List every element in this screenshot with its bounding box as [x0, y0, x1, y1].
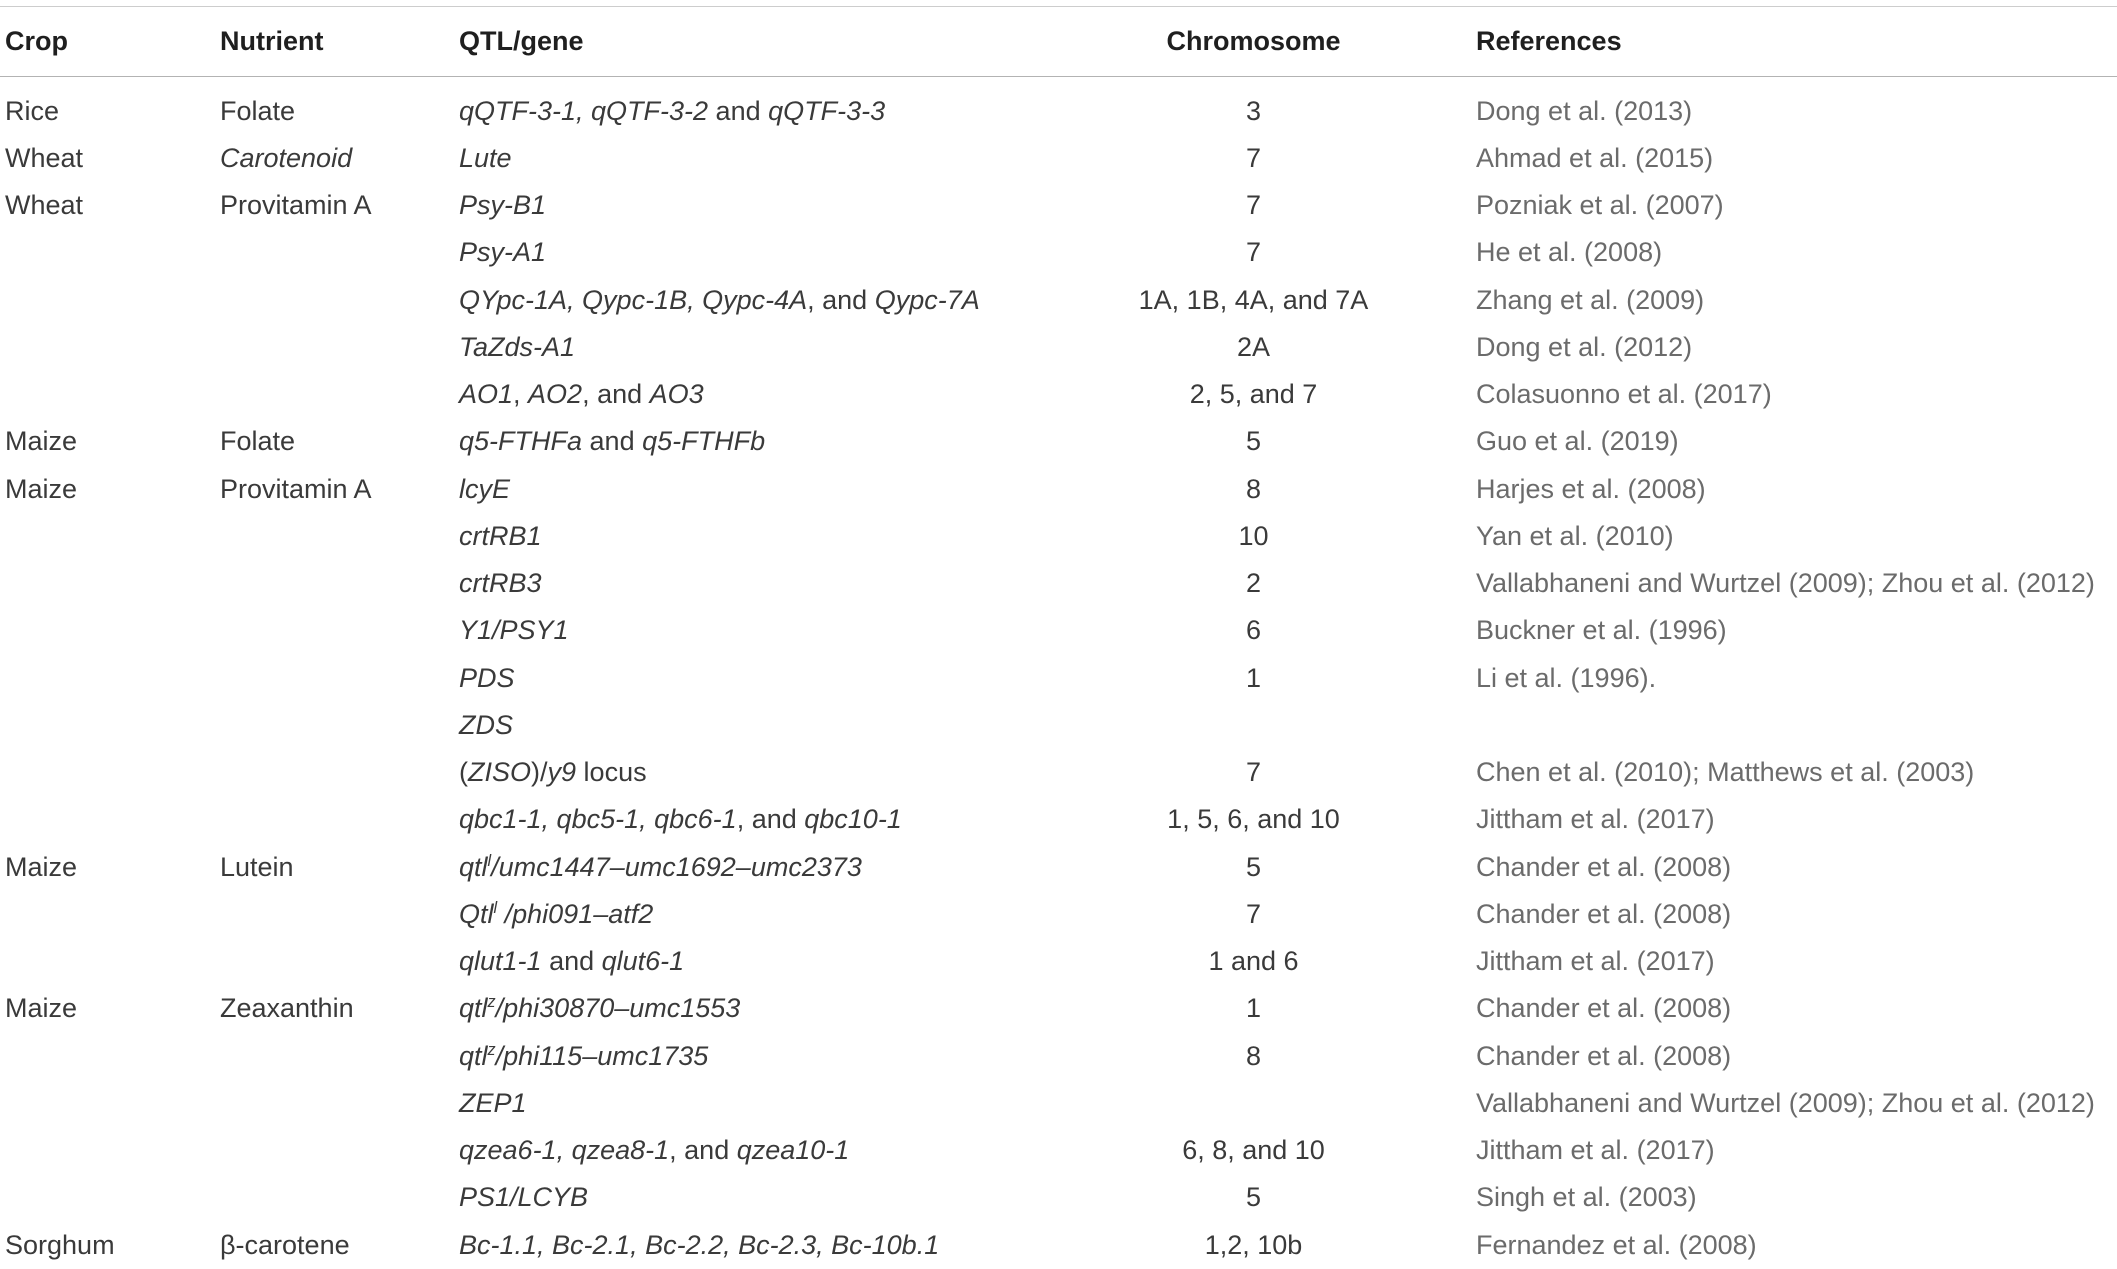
connector-text: , and [582, 379, 650, 410]
gene-name: /phi115–umc1735 [495, 1040, 709, 1071]
crop-cell: Wheat [5, 190, 84, 221]
nutrient-cell: Lutein [220, 851, 294, 882]
gene-name: qlut1-1 [459, 946, 542, 977]
table-row [0, 1127, 2117, 1174]
gene-name: Psy-A1 [459, 237, 547, 268]
gene-name: /phi30870–umc1553 [495, 993, 741, 1024]
qtl-gene-cell [459, 757, 1031, 788]
table-row [0, 1033, 2117, 1080]
crop-cell: Maize [5, 993, 78, 1024]
gene-name: lcyE [459, 473, 511, 504]
table-row [0, 1174, 2117, 1221]
table-row [0, 229, 2117, 276]
gene-name: qQTF-3-1, qQTF-3-2 [459, 95, 709, 126]
gene-name: QYpc-1A, Qypc-1B, Qypc-4A [459, 284, 808, 315]
chromosome-cell: 2A [1236, 331, 1271, 362]
connector-text: , [513, 379, 529, 410]
qtl-gene-cell [459, 1041, 1031, 1072]
column-header-chromosome: Chromosome [1166, 26, 1341, 56]
reference-cell[interactable]: Ahmad et al. (2015) [1476, 142, 1714, 173]
table-row [0, 560, 2117, 607]
chromosome-cell: 1,2, 10b [1204, 1229, 1303, 1260]
gene-name: q5-FTHFa [459, 426, 583, 457]
connector-text: , and [669, 1135, 737, 1166]
table-header-row [0, 6, 2117, 77]
gene-name: ZDS [459, 709, 513, 740]
reference-cell[interactable]: Singh et al. (2003) [1476, 1182, 1697, 1213]
crop-cell: Maize [5, 426, 78, 457]
chromosome-cell: 7 [1245, 142, 1262, 173]
nutrient-cell: Provitamin A [220, 190, 372, 221]
gene-name: y9 [547, 757, 577, 788]
nutrient-cell: Folate [220, 426, 296, 457]
reference-cell[interactable]: Li et al. (1996). [1476, 662, 1657, 693]
nutrient-cell: Zeaxanthin [220, 993, 354, 1024]
chromosome-cell: 2 [1245, 568, 1262, 599]
gene-name: qlut6-1 [601, 946, 685, 977]
reference-cell[interactable]: Jittham et al. (2017) [1476, 1135, 1715, 1166]
gene-name: PS1/LCYB [459, 1182, 589, 1213]
connector-text: , and [736, 804, 805, 835]
crop-cell: Wheat [5, 142, 84, 173]
chromosome-cell: 7 [1245, 190, 1262, 221]
table-row [0, 796, 2117, 843]
gene-name: Bc-1.1, Bc-2.1, Bc-2.2, Bc-2.3, Bc-10b.1 [459, 1229, 940, 1260]
chromosome-cell: 1 [1245, 662, 1262, 693]
reference-cell[interactable]: He et al. (2008) [1476, 237, 1663, 268]
qtl-gene-cell [459, 332, 1031, 363]
table-row [0, 1080, 2117, 1127]
gene-name: Qypc-7A [874, 284, 980, 315]
gene-name: AO2 [528, 379, 583, 410]
table-row [0, 891, 2117, 938]
chromosome-cell: 8 [1245, 473, 1262, 504]
reference-cell[interactable]: Jittham et al. (2017) [1476, 946, 1715, 977]
table-row [0, 749, 2117, 796]
gene-name: ZISO [468, 757, 532, 788]
chromosome-cell: 6, 8, and 10 [1182, 1135, 1325, 1166]
connector-text: and [708, 95, 769, 126]
gene-name: PDS [459, 662, 515, 693]
table-row [0, 985, 2117, 1032]
qtl-gene-cell [459, 474, 1031, 505]
connector-text: )/ [531, 757, 548, 788]
column-header-references: References [1476, 26, 1622, 56]
table-row [0, 135, 2117, 182]
table-row [0, 607, 2117, 654]
column-header-nutrient: Nutrient [220, 26, 324, 56]
reference-cell[interactable]: Chander et al. (2008) [1476, 851, 1732, 882]
reference-cell[interactable]: Chander et al. (2008) [1476, 1040, 1732, 1071]
column-header-qtl-gene: QTL/gene [459, 26, 584, 56]
qtl-gene-cell [459, 190, 1031, 221]
table-row [0, 844, 2117, 891]
chromosome-cell: 2, 5, and 7 [1189, 379, 1318, 410]
qtl-gene-cell [459, 899, 1031, 930]
table-row [0, 466, 2117, 513]
superscript: z [487, 993, 496, 1012]
gene-name: Lute [459, 142, 512, 173]
gene-name: crtRB1 [459, 520, 542, 551]
reference-cell[interactable]: Vallabhaneni and Wurtzel (2009); Zhou et al. (2012) [1476, 568, 2095, 599]
qtl-gene-cell [459, 285, 1031, 316]
qtl-gene-cell [459, 426, 1031, 457]
reference-cell[interactable]: Yan et al. (2010) [1476, 520, 1674, 551]
column-header-crop: Crop [5, 26, 68, 56]
gene-name: qbc10-1 [804, 804, 902, 835]
crop-cell: Maize [5, 851, 78, 882]
table-row [0, 1222, 2117, 1269]
chromosome-cell: 1A, 1B, 4A, and 7A [1138, 284, 1369, 315]
qtl-gene-cell [459, 1230, 1031, 1261]
table-row [0, 513, 2117, 560]
qtl-gene-cell [459, 946, 1031, 977]
reference-cell[interactable]: Zhang et al. (2009) [1476, 284, 1705, 315]
qtl-gene-cell [459, 710, 1031, 741]
nutrient-cell: Provitamin A [220, 473, 372, 504]
gene-name: qQTF-3-3 [768, 95, 886, 126]
reference-cell[interactable]: Buckner et al. (1996) [1476, 615, 1727, 646]
nutrient-cell: β-carotene [220, 1229, 350, 1260]
reference-cell[interactable]: Jittham et al. (2017) [1476, 804, 1715, 835]
table-row [0, 371, 2117, 418]
gene-name: Qtl [459, 898, 494, 929]
chromosome-cell: 7 [1245, 237, 1262, 268]
qtl-gene-cell [459, 804, 1031, 835]
connector-text: locus [576, 757, 647, 788]
gene-name: qtl [459, 851, 488, 882]
chromosome-cell: 1, 5, 6, and 10 [1167, 804, 1340, 835]
gene-name: qzea10-1 [736, 1135, 850, 1166]
reference-cell[interactable]: Chander et al. (2008) [1476, 993, 1732, 1024]
connector-text: ( [459, 757, 468, 788]
qtl-gene-cell [459, 993, 1031, 1024]
chromosome-cell: 1 and 6 [1208, 946, 1299, 977]
table-row [0, 182, 2117, 229]
table-row [0, 938, 2117, 985]
chromosome-cell: 7 [1245, 898, 1262, 929]
qtl-gene-cell [459, 1135, 1031, 1166]
crop-cell: Sorghum [5, 1229, 115, 1260]
qtl-gene-cell [459, 96, 1031, 127]
qtl-gene-cell [459, 663, 1031, 694]
gene-name: TaZds-A1 [459, 331, 576, 362]
table-row [0, 655, 2117, 702]
connector-text: and [541, 946, 602, 977]
reference-cell[interactable]: Fernandez et al. (2008) [1476, 1229, 1757, 1260]
qtl-gene-cell [459, 237, 1031, 268]
table-row [0, 324, 2117, 371]
gene-name: AO1 [459, 379, 514, 410]
qtl-gene-cell [459, 852, 1031, 883]
qtl-gene-cell [459, 521, 1031, 552]
reference-cell[interactable]: Chander et al. (2008) [1476, 898, 1732, 929]
reference-cell[interactable]: Vallabhaneni and Wurtzel (2009); Zhou et al. (2012) [1476, 1087, 2095, 1118]
gene-name: Psy-B1 [459, 190, 547, 221]
nutrient-cell: Carotenoid [220, 142, 353, 173]
table-body [0, 88, 2117, 1269]
qtl-gene-cell [459, 1088, 1031, 1119]
table-row [0, 418, 2117, 465]
table-row [0, 88, 2117, 135]
reference-cell[interactable]: Guo et al. (2019) [1476, 426, 1679, 457]
gene-name: qbc1-1, qbc5-1, qbc6-1 [459, 804, 737, 835]
chromosome-cell: 10 [1238, 520, 1269, 551]
gene-name: crtRB3 [459, 568, 542, 599]
chromosome-cell: 6 [1245, 615, 1262, 646]
gene-name: qtl [459, 993, 488, 1024]
reference-cell[interactable]: Pozniak et al. (2007) [1476, 190, 1724, 221]
chromosome-cell: 7 [1245, 757, 1262, 788]
chromosome-cell: 1 [1245, 993, 1262, 1024]
table-row [0, 702, 2117, 749]
superscript: l [487, 851, 492, 870]
reference-cell[interactable]: Harjes et al. (2008) [1476, 473, 1706, 504]
superscript: z [487, 1040, 496, 1059]
gene-name: ZEP1 [459, 1087, 527, 1118]
qtl-gene-cell [459, 1182, 1031, 1213]
gene-name: qzea6-1, qzea8-1 [459, 1135, 670, 1166]
connector-text: and [582, 426, 643, 457]
gene-name: qtl [459, 1040, 488, 1071]
nutrient-cell: Folate [220, 95, 296, 126]
chromosome-cell: 3 [1245, 95, 1262, 126]
gene-name: Y1/PSY1 [459, 615, 569, 646]
crop-cell: Rice [5, 95, 60, 126]
chromosome-cell: 8 [1245, 1040, 1262, 1071]
gene-name: /umc1447–umc1692–umc2373 [491, 851, 862, 882]
superscript: l [493, 898, 498, 917]
gene-name: /phi091–atf2 [497, 898, 654, 929]
reference-cell[interactable]: Dong et al. (2012) [1476, 331, 1693, 362]
connector-text: , and [807, 284, 875, 315]
reference-cell[interactable]: Chen et al. (2010); Matthews et al. (2003) [1476, 757, 1975, 788]
table-row [0, 277, 2117, 324]
reference-cell[interactable]: Colasuonno et al. (2017) [1476, 379, 1772, 410]
qtl-gene-cell [459, 143, 1031, 174]
chromosome-cell: 5 [1245, 851, 1262, 882]
reference-cell[interactable]: Dong et al. (2013) [1476, 95, 1693, 126]
gene-name: AO3 [649, 379, 704, 410]
qtl-gene-cell [459, 615, 1031, 646]
qtl-gene-cell [459, 568, 1031, 599]
qtl-gene-cell [459, 379, 1031, 410]
crop-cell: Maize [5, 473, 78, 504]
chromosome-cell: 5 [1245, 426, 1262, 457]
chromosome-cell: 5 [1245, 1182, 1262, 1213]
gene-name: q5-FTHFb [642, 426, 766, 457]
